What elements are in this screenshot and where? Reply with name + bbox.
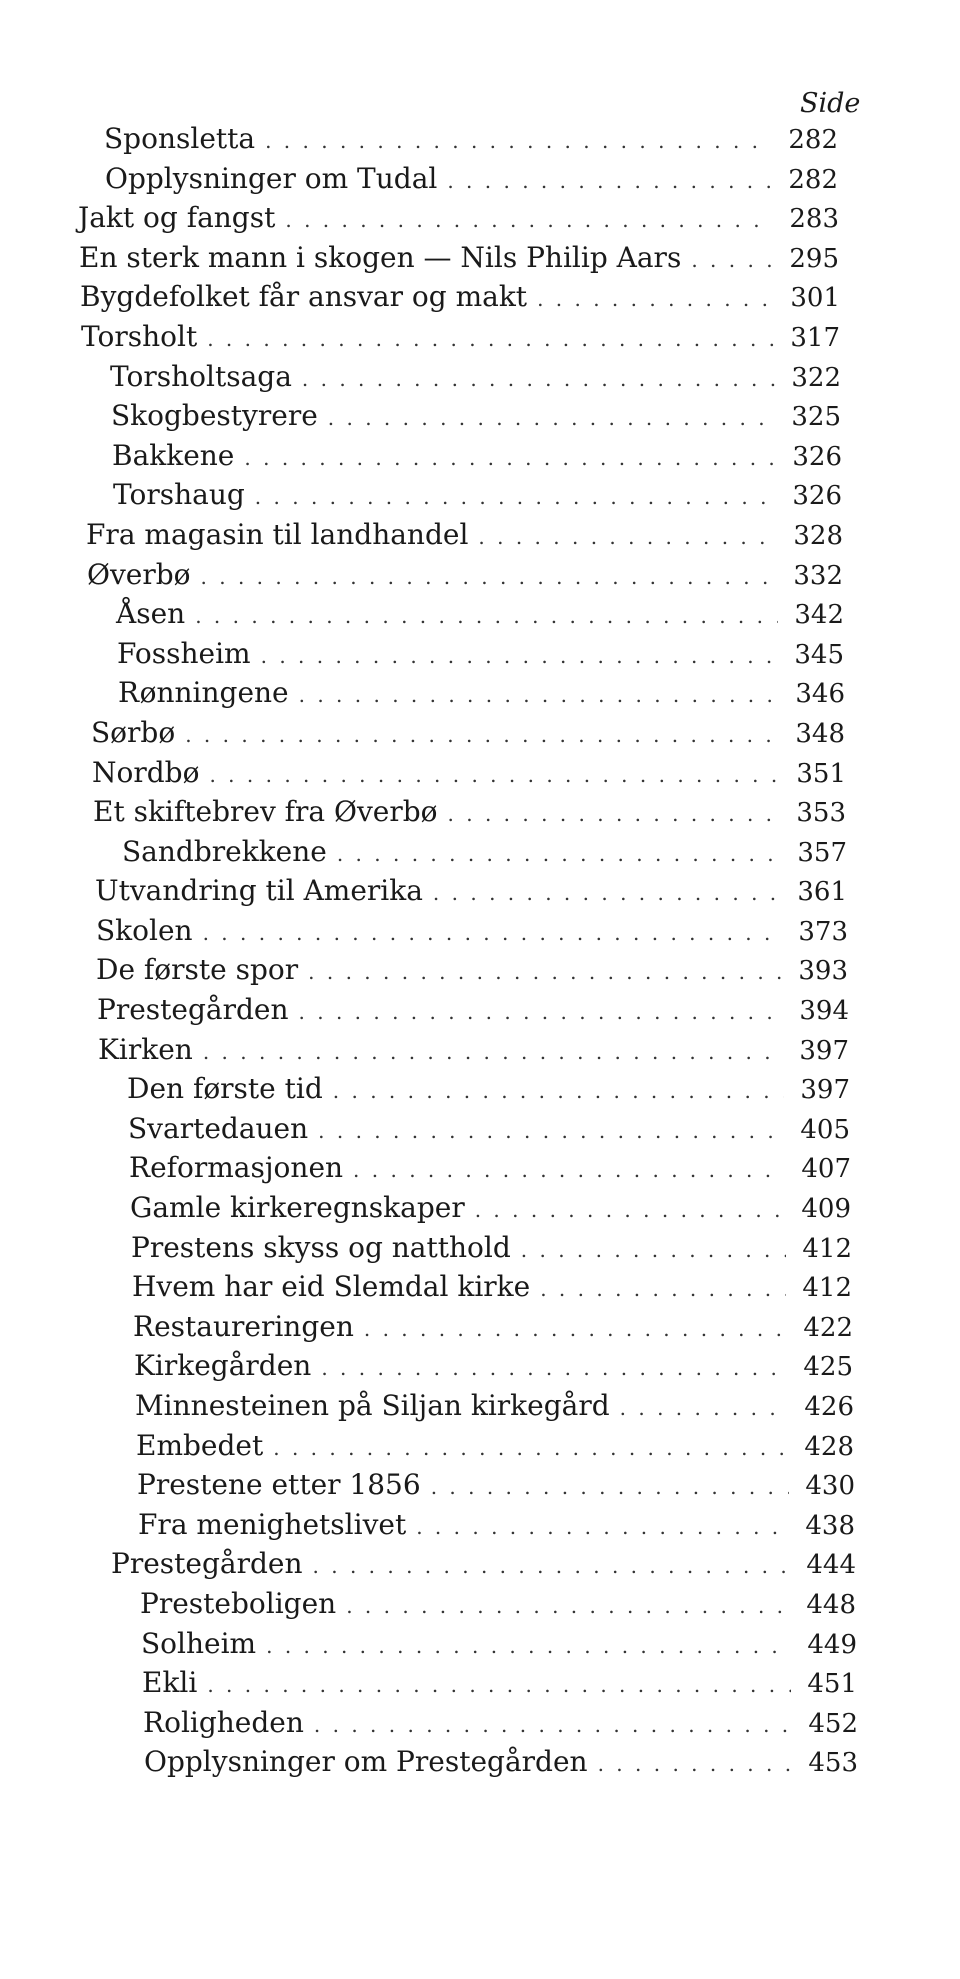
toc-entry-title: Jakt og fangst — [78, 201, 276, 235]
dot-leader — [321, 1356, 787, 1380]
toc-entry — [0, 1627, 857, 1667]
toc-entry — [0, 874, 847, 914]
toc-entry-title: Åsen — [116, 597, 186, 631]
toc-entry — [0, 1547, 856, 1587]
toc-entry-page-number: 332 — [793, 560, 843, 591]
toc-entry-page-number: 346 — [795, 679, 845, 710]
dot-leader — [207, 327, 774, 351]
toc-entry — [0, 1706, 858, 1746]
dot-leader — [691, 248, 773, 272]
toc-entry-title: Presteboligen — [140, 1586, 337, 1620]
dot-leader — [521, 1238, 786, 1262]
dot-leader — [448, 802, 780, 826]
dot-leader — [265, 129, 772, 153]
toc-entry-title: Prestegården — [111, 1547, 303, 1581]
toc-entry-page-number: 394 — [799, 996, 849, 1027]
toc-entry-page-number: 453 — [808, 1748, 858, 1779]
toc-entry-page-number: 452 — [808, 1708, 858, 1739]
toc-entry-page-number: 407 — [801, 1154, 851, 1185]
toc-entry-page-number: 325 — [791, 402, 841, 433]
toc-entry-title: Restaureringen — [133, 1309, 354, 1343]
toc-entry-title: Øverbø — [87, 557, 191, 591]
toc-entry — [0, 835, 847, 875]
toc-entry-title: Fossheim — [117, 636, 251, 670]
toc-entry — [0, 162, 838, 202]
toc-entry-page-number: 345 — [794, 639, 844, 670]
page-column-header: Side — [800, 88, 861, 119]
toc-entry — [0, 1033, 849, 1073]
dot-leader — [475, 1198, 785, 1222]
toc-entry-title: Ekli — [142, 1666, 198, 1700]
dot-leader — [195, 604, 778, 628]
toc-entry — [0, 201, 839, 241]
toc-entry-title: Prestens skyss og natthold — [131, 1230, 511, 1264]
toc-entry — [0, 360, 841, 400]
dot-leader — [185, 723, 779, 747]
dot-leader — [478, 525, 777, 549]
toc-entry-title: Kirken — [98, 1032, 193, 1066]
toc-entry — [0, 716, 845, 756]
toc-entry-title: Skolen — [96, 913, 193, 947]
toc-entry — [0, 914, 848, 954]
dot-leader — [333, 1079, 784, 1103]
toc-entry-title: Gamle kirkeregnskaper — [130, 1191, 465, 1225]
toc-entry-title: Rønningene — [118, 676, 289, 710]
toc-entry — [0, 1666, 857, 1706]
toc-entry-page-number: 438 — [805, 1510, 855, 1541]
dot-leader — [302, 367, 775, 391]
toc-entry-title: Hvem har eid Slemdal kirke — [132, 1270, 531, 1304]
toc-entry-title: De første spor — [96, 953, 299, 987]
toc-entry-title: Prestene etter 1856 — [137, 1468, 421, 1502]
toc-entry-title: Opplysninger om Prestegården — [144, 1745, 588, 1779]
toc-entry-title: Reformasjonen — [129, 1151, 344, 1185]
toc-entry-title: En sterk mann i skogen — Nils Philip Aars — [79, 240, 682, 274]
toc-entry-title: Minnesteinen på Siljan kirkegård — [135, 1389, 610, 1422]
dot-leader — [255, 485, 776, 509]
dot-leader — [244, 446, 776, 470]
toc-entry-title: Fra magasin til landhandel — [86, 517, 469, 551]
toc-entry-page-number: 283 — [789, 204, 839, 235]
dot-leader — [620, 1396, 788, 1420]
toc-entry-page-number: 328 — [793, 520, 843, 551]
toc-entry-page-number: 449 — [807, 1629, 857, 1660]
toc-entry — [0, 953, 848, 993]
dot-leader — [346, 1594, 790, 1618]
toc-entry — [0, 1745, 858, 1785]
toc-entry-page-number: 444 — [806, 1550, 856, 1581]
toc-entry-title: Utvandring til Amerika — [95, 874, 423, 908]
toc-entry — [0, 1310, 853, 1350]
toc-entry-title: Embedet — [136, 1428, 264, 1462]
toc-entry — [0, 241, 839, 281]
toc-entry-page-number: 326 — [792, 481, 842, 512]
toc-entry — [0, 439, 842, 479]
toc-entry — [0, 320, 840, 360]
toc-entry — [0, 478, 842, 518]
dot-leader — [203, 1040, 783, 1064]
toc-entry-page-number: 361 — [797, 877, 847, 908]
toc-entry-page-number: 409 — [801, 1194, 851, 1225]
dot-leader — [540, 1277, 786, 1301]
toc-entry-title: Torsholtsaga — [110, 359, 292, 393]
dot-leader — [273, 1436, 788, 1460]
toc-entry-title: Sponsletta — [104, 122, 256, 155]
toc-entry — [0, 993, 849, 1033]
dot-leader — [447, 169, 772, 193]
toc-entry-title: Sørbø — [91, 715, 176, 749]
dot-leader — [337, 842, 781, 866]
toc-entry — [0, 795, 846, 835]
toc-entry-page-number: 326 — [792, 441, 842, 472]
toc-entry-page-number: 322 — [791, 362, 841, 393]
toc-entry — [0, 1112, 850, 1152]
toc-entry — [0, 1191, 851, 1231]
toc-entry — [0, 1587, 856, 1627]
dot-leader — [201, 565, 777, 589]
toc-entry-title: Fra menighetslivet — [138, 1507, 407, 1541]
toc-entry — [0, 399, 841, 439]
dot-leader — [537, 287, 774, 311]
toc-entry-title: Roligheden — [143, 1705, 304, 1739]
toc-entry-page-number: 426 — [804, 1392, 854, 1422]
toc-entry — [0, 1072, 850, 1112]
toc-entry-title: Prestegården — [97, 993, 289, 1027]
dot-leader — [207, 1673, 791, 1697]
toc-entry-page-number: 405 — [800, 1114, 850, 1145]
toc-entry-page-number: 430 — [805, 1471, 855, 1502]
dot-leader — [314, 1713, 792, 1737]
dot-leader — [209, 763, 780, 787]
toc-entry-page-number: 412 — [802, 1233, 852, 1264]
toc-entry-title: Opplysninger om Tudal — [105, 161, 438, 195]
dot-leader — [313, 1554, 790, 1578]
dot-leader — [266, 1634, 791, 1658]
toc-entry — [0, 676, 845, 716]
toc-entry — [0, 1349, 853, 1389]
dot-leader — [299, 683, 779, 707]
toc-entry-page-number: 353 — [796, 798, 846, 829]
toc-entry-title: Den første tid — [127, 1072, 323, 1106]
dot-leader — [364, 1317, 787, 1341]
toc-entry — [0, 1429, 854, 1469]
toc-entry — [0, 756, 846, 796]
toc-entry-page-number: 397 — [799, 1035, 849, 1066]
toc-entry-page-number: 448 — [806, 1589, 856, 1620]
dot-leader — [308, 960, 782, 984]
toc-entry-page-number: 351 — [796, 758, 846, 789]
toc-entry-title: Et skiftebrev fra Øverbø — [93, 795, 438, 829]
dot-leader — [431, 1475, 789, 1499]
toc-entry — [0, 1151, 851, 1191]
toc-entry-page-number: 357 — [797, 837, 847, 868]
toc-entry-title: Solheim — [141, 1626, 257, 1660]
toc-entry — [0, 558, 843, 598]
dot-leader — [299, 1000, 783, 1024]
toc-entry-title: Bygdefolket får ansvar og makt — [80, 280, 528, 314]
toc-entry-page-number: 342 — [794, 600, 844, 631]
toc-entry-page-number: 451 — [807, 1669, 857, 1700]
dot-leader — [353, 1158, 785, 1182]
dot-leader — [261, 644, 778, 668]
table-of-contents — [0, 122, 960, 1785]
dot-leader — [433, 881, 781, 905]
toc-entry-page-number: 422 — [803, 1312, 853, 1343]
toc-entry-title: Bakkene — [112, 438, 235, 472]
toc-entry-title: Torshaug — [113, 478, 245, 512]
toc-entry-title: Svartedauen — [128, 1111, 309, 1145]
toc-entry-page-number: 282 — [788, 164, 838, 195]
dot-leader — [598, 1752, 792, 1776]
toc-entry — [0, 1270, 852, 1310]
dot-leader — [203, 921, 782, 945]
toc-entry-page-number: 397 — [800, 1075, 850, 1106]
toc-entry — [0, 1389, 854, 1429]
toc-entry — [0, 597, 844, 637]
dot-leader — [328, 406, 775, 430]
toc-entry-page-number: 412 — [802, 1273, 852, 1304]
toc-entry-page-number: 425 — [803, 1352, 853, 1383]
dot-leader — [318, 1119, 784, 1143]
toc-entry — [0, 1231, 852, 1271]
toc-entry-page-number: 301 — [790, 283, 840, 314]
toc-entry-title: Torsholt — [81, 319, 198, 353]
toc-entry — [0, 637, 844, 677]
dot-leader — [416, 1515, 789, 1539]
toc-entry-page-number: 282 — [788, 125, 838, 155]
dot-leader — [285, 208, 773, 232]
toc-entry-title: Kirkegården — [134, 1349, 312, 1383]
toc-entry-page-number: 348 — [795, 718, 845, 749]
toc-entry — [0, 122, 838, 162]
toc-entry-title: Sandbrekkene — [122, 834, 327, 868]
toc-entry — [0, 1508, 855, 1548]
toc-entry-page-number: 295 — [789, 243, 839, 274]
toc-entry-title: Nordbø — [92, 755, 200, 789]
toc-entry — [0, 280, 840, 320]
toc-entry-page-number: 373 — [798, 916, 848, 947]
toc-entry-page-number: 428 — [804, 1431, 854, 1462]
toc-entry-page-number: 317 — [790, 322, 840, 353]
toc-entry — [0, 518, 843, 558]
toc-entry-title: Skogbestyrere — [111, 399, 318, 433]
toc-entry — [0, 1468, 855, 1508]
toc-entry-page-number: 393 — [798, 956, 848, 987]
